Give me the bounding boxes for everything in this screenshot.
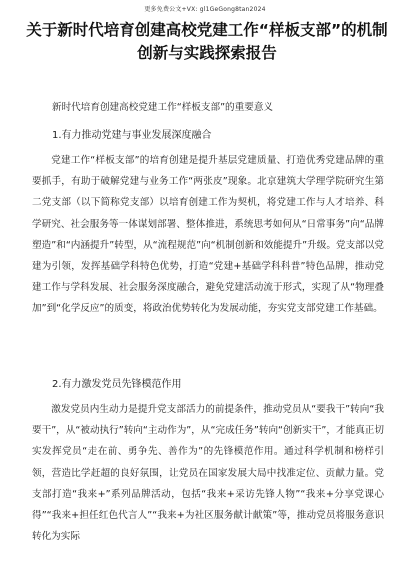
paragraph-2: 激发党员内生动力是提升党支部活力的前提条件，推动党员从“要我干”转向“我要干”，从“被动执行”转向“主动作为”，从“完成任务”转向“创新实干”，才能真正切实发挥党员“走在前、勇争先、善作为”的先锋模范作用。通过科学机制和榜样引领，营造比学赶超的良好氛围，让党员在国家发展大局中找准定位、贡献力量。党支部打造“我来+”系列品牌活动，包括“我来+采访先锋人物”“我来+分享党课心得”“我来+担任红色代言人”“我来+为社区服务献计献策”等，推动党员将服务意识转化为实际: [32, 404, 384, 543]
paragraph-1: 党建工作“样板支部”的培育创建是提升基层党建质量、打造优秀党建品牌的重要抓手，有助于破解党建与业务工作“两张皮”现象。北京建筑大学理学院研究生第二党支部（以下简称党支部）以培育创建工作为契机，将党建工作与人才培养、科学研究、社会服务等一体谋划部署、整体推进，系统思考如何从“日常事务”向“品牌塑造”和“内涵提升”转型，从“流程规范”向“机制创新和效能提升”升级。党支部以党建为引领，发挥基础学科特色优势，打造“党建+基础学科科普”特色品牌，推动党建工作与学科发展、社会服务深度融合，避免党建活动流于形式，实现了从“物理叠加”到“化学反应”的质变，将政治优势转化为发展动能，夯实党支部党建工作基础。: [32, 155, 384, 315]
document-title: 关于新时代培育创建高校党建工作“样板支部”的机制创新与实践探索报告: [26, 21, 388, 62]
subheading-1: 1.有力推动党建与事业发展深度融合: [52, 130, 212, 141]
section-heading: 新时代培育创建高校党建工作“样板支部”的重要意义: [52, 102, 274, 113]
watermark-text: 更多免费公文+VX: gl1GeGong8tan2024: [144, 6, 266, 13]
subheading-2: 2.有力激发党员先锋模范作用: [52, 379, 182, 390]
